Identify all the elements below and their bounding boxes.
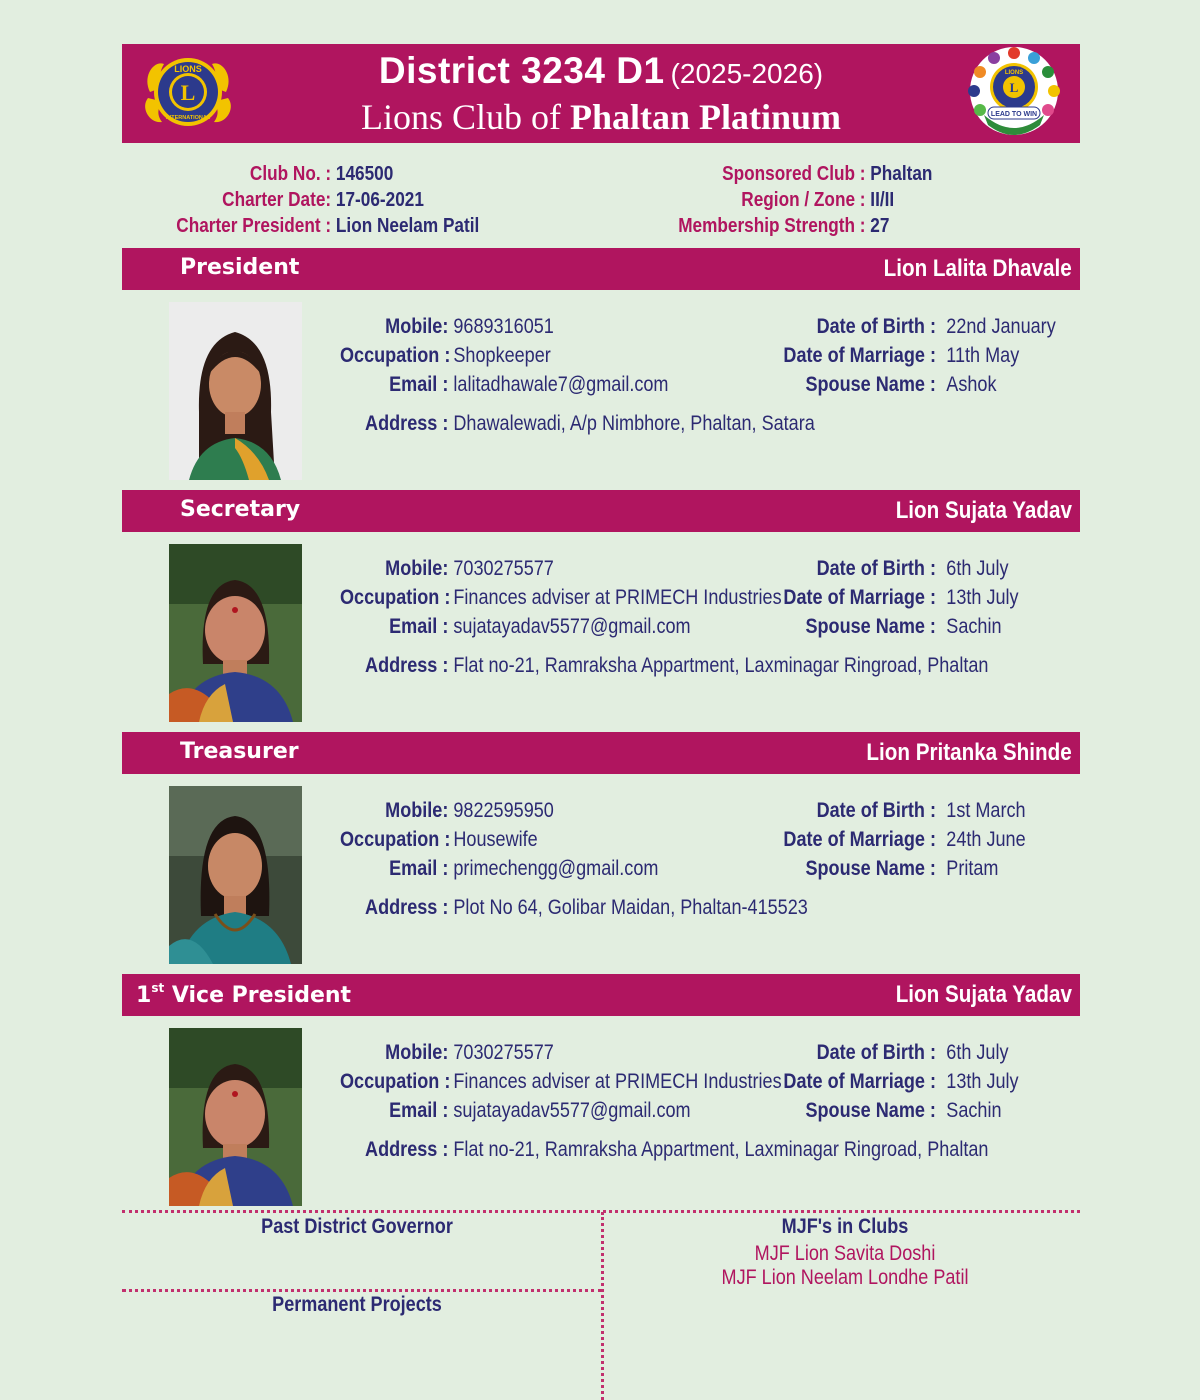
officer-personal-vice-president: Date of Birth : 6th July Date of Marriage : 13th July Spouse Name : Sachin (783, 1041, 1019, 1122)
club-title: Lions Club of Phaltan Platinum (360, 97, 842, 137)
club-info-right (666, 161, 932, 239)
svg-text:LIONS: LIONS (1004, 70, 1024, 76)
officer-photo-vice-president (169, 1028, 302, 1206)
dob-value: 6th July (946, 1041, 1009, 1064)
mobile-value: 7030275577 (453, 557, 554, 580)
officer-personal-secretary: Date of Birth : 6th July Date of Marriage : 13th July Spouse Name : Sachin (783, 557, 1019, 638)
role-title: Treasurer (180, 739, 299, 764)
svg-text:LIONS: LIONS (174, 64, 202, 74)
mobile-value: 9689316051 (453, 315, 554, 338)
region-zone: II/II (870, 189, 895, 211)
mjf-item: MJF Lion Neelam Londhe Patil (721, 1266, 969, 1289)
occupation-value: Housewife (453, 828, 538, 851)
section-bar-president (122, 248, 1080, 290)
svg-text:L: L (1009, 80, 1019, 95)
occupation-value: Finances adviser at PRIMECH Industries (453, 1070, 782, 1093)
officer-personal-treasurer: Date of Birth : 1st March Date of Marriage : 24th June Spouse Name : Pritam (783, 799, 1026, 880)
officer-details-treasurer: Mobile: 9822595950 Occupation : Housewife Email : primechengg@gmail.com Address : Plot No 64, Golibar Maidan, Phaltan-415523 (340, 799, 808, 919)
spouse-value: Pritam (946, 857, 999, 880)
section-bar-vice-president (122, 974, 1080, 1016)
email-value: primechengg@gmail.com (453, 857, 659, 880)
role-title: 1st Vice President (136, 981, 352, 1008)
membership-strength: 27 (870, 215, 890, 237)
charter-date-label: Charter Date: (222, 189, 332, 211)
address-value: Dhawalewadi, A/p Nimbhore, Phaltan, Satara (453, 412, 815, 435)
district-title: District 3234 D1 (2025-2026) (378, 50, 824, 91)
permanent-projects-title: Permanent Projects (272, 1293, 442, 1316)
dom-value: 13th July (946, 1070, 1019, 1093)
officer-details-president: Mobile: 9689316051 Occupation : Shopkeeper Email : lalitadhawale7@gmail.com Address : Dhawalewadi, A/p Nimbhore, Phaltan, Satara (340, 315, 815, 435)
email-value: lalitadhawale7@gmail.com (453, 373, 669, 396)
sponsored-label: Sponsored Club : (722, 163, 866, 185)
svg-text:INTERNATIONAL: INTERNATIONAL (165, 115, 211, 121)
occupation-value: Shopkeeper (453, 344, 551, 367)
email-value: sujatayadav5577@gmail.com (453, 615, 691, 638)
dom-value: 24th June (946, 828, 1026, 851)
membership-label: Membership Strength : (678, 215, 866, 237)
spouse-value: Ashok (946, 373, 997, 396)
mjf-title: MJF's in Clubs (781, 1215, 909, 1238)
dob-value: 22nd January (946, 315, 1056, 338)
officer-photo-treasurer (169, 786, 302, 964)
past-district-governor-title: Past District Governor (261, 1215, 453, 1238)
charter-president-label: Charter President : (176, 215, 332, 237)
address-value: Flat no-21, Ramraksha Appartment, Laxminagar Ringroad, Phaltan (453, 1138, 989, 1161)
officer-name: Lion Pritanka Shinde (866, 739, 1072, 766)
officer-personal-president: Date of Birth : 22nd January Date of Marriage : 11th May Spouse Name : Ashok (783, 315, 1056, 396)
section-bar-secretary (122, 490, 1080, 532)
officer-details-secretary: Mobile: 7030275577 Occupation : Finances adviser at PRIMECH Industries Email : sujatayadav5577@gmail.com Address : Flat no-21, Ramraksha Appartment, Laxminagar Ringroad, Phaltan (340, 557, 989, 677)
officer-name: Lion Lalita Dhavale (883, 255, 1072, 282)
lead-to-win-logo (966, 45, 1062, 141)
role-title: President (180, 255, 300, 280)
officer-name: Lion Sujata Yadav (895, 497, 1072, 524)
role-title: Secretary (180, 497, 301, 522)
dom-value: 13th July (946, 586, 1019, 609)
footer-divider-middle (122, 1289, 602, 1292)
mobile-value: 7030275577 (453, 1041, 554, 1064)
officer-details-vice-president: Mobile: 7030275577 Occupation : Finances adviser at PRIMECH Industries Email : sujatayadav5577@gmail.com Address : Flat no-21, Ramraksha Appartment, Laxminagar Ringroad, Phaltan (340, 1041, 989, 1161)
spouse-value: Sachin (946, 1099, 1002, 1122)
officer-name: Lion Sujata Yadav (895, 981, 1072, 1008)
officer-photo-secretary (169, 544, 302, 722)
svg-text:L: L (180, 80, 196, 105)
club-no: 146500 (335, 163, 394, 185)
header-banner (122, 44, 1080, 143)
email-value: sujatayadav5577@gmail.com (453, 1099, 691, 1122)
mjf-item: MJF Lion Savita Doshi (754, 1242, 936, 1265)
mobile-value: 9822595950 (453, 799, 554, 822)
dom-value: 11th May (946, 344, 1020, 367)
dob-value: 6th July (946, 557, 1009, 580)
spouse-value: Sachin (946, 615, 1002, 638)
club-info-left (166, 161, 479, 239)
region-label: Region / Zone : (741, 189, 866, 211)
charter-date: 17-06-2021 (335, 189, 424, 211)
address-value: Plot No 64, Golibar Maidan, Phaltan-415523 (453, 896, 808, 919)
sponsored-club: Phaltan (870, 163, 933, 185)
charter-president: Lion Neelam Patil (335, 215, 480, 237)
occupation-value: Finances adviser at PRIMECH Industries (453, 586, 782, 609)
footer-divider-vertical (601, 1212, 604, 1400)
address-value: Flat no-21, Ramraksha Appartment, Laxminagar Ringroad, Phaltan (453, 654, 989, 677)
dob-value: 1st March (946, 799, 1026, 822)
club-no-label: Club No. : (249, 163, 332, 185)
officer-photo-president (169, 302, 302, 480)
svg-text:LEAD TO WIN: LEAD TO WIN (990, 111, 1038, 118)
section-bar-treasurer (122, 732, 1080, 774)
